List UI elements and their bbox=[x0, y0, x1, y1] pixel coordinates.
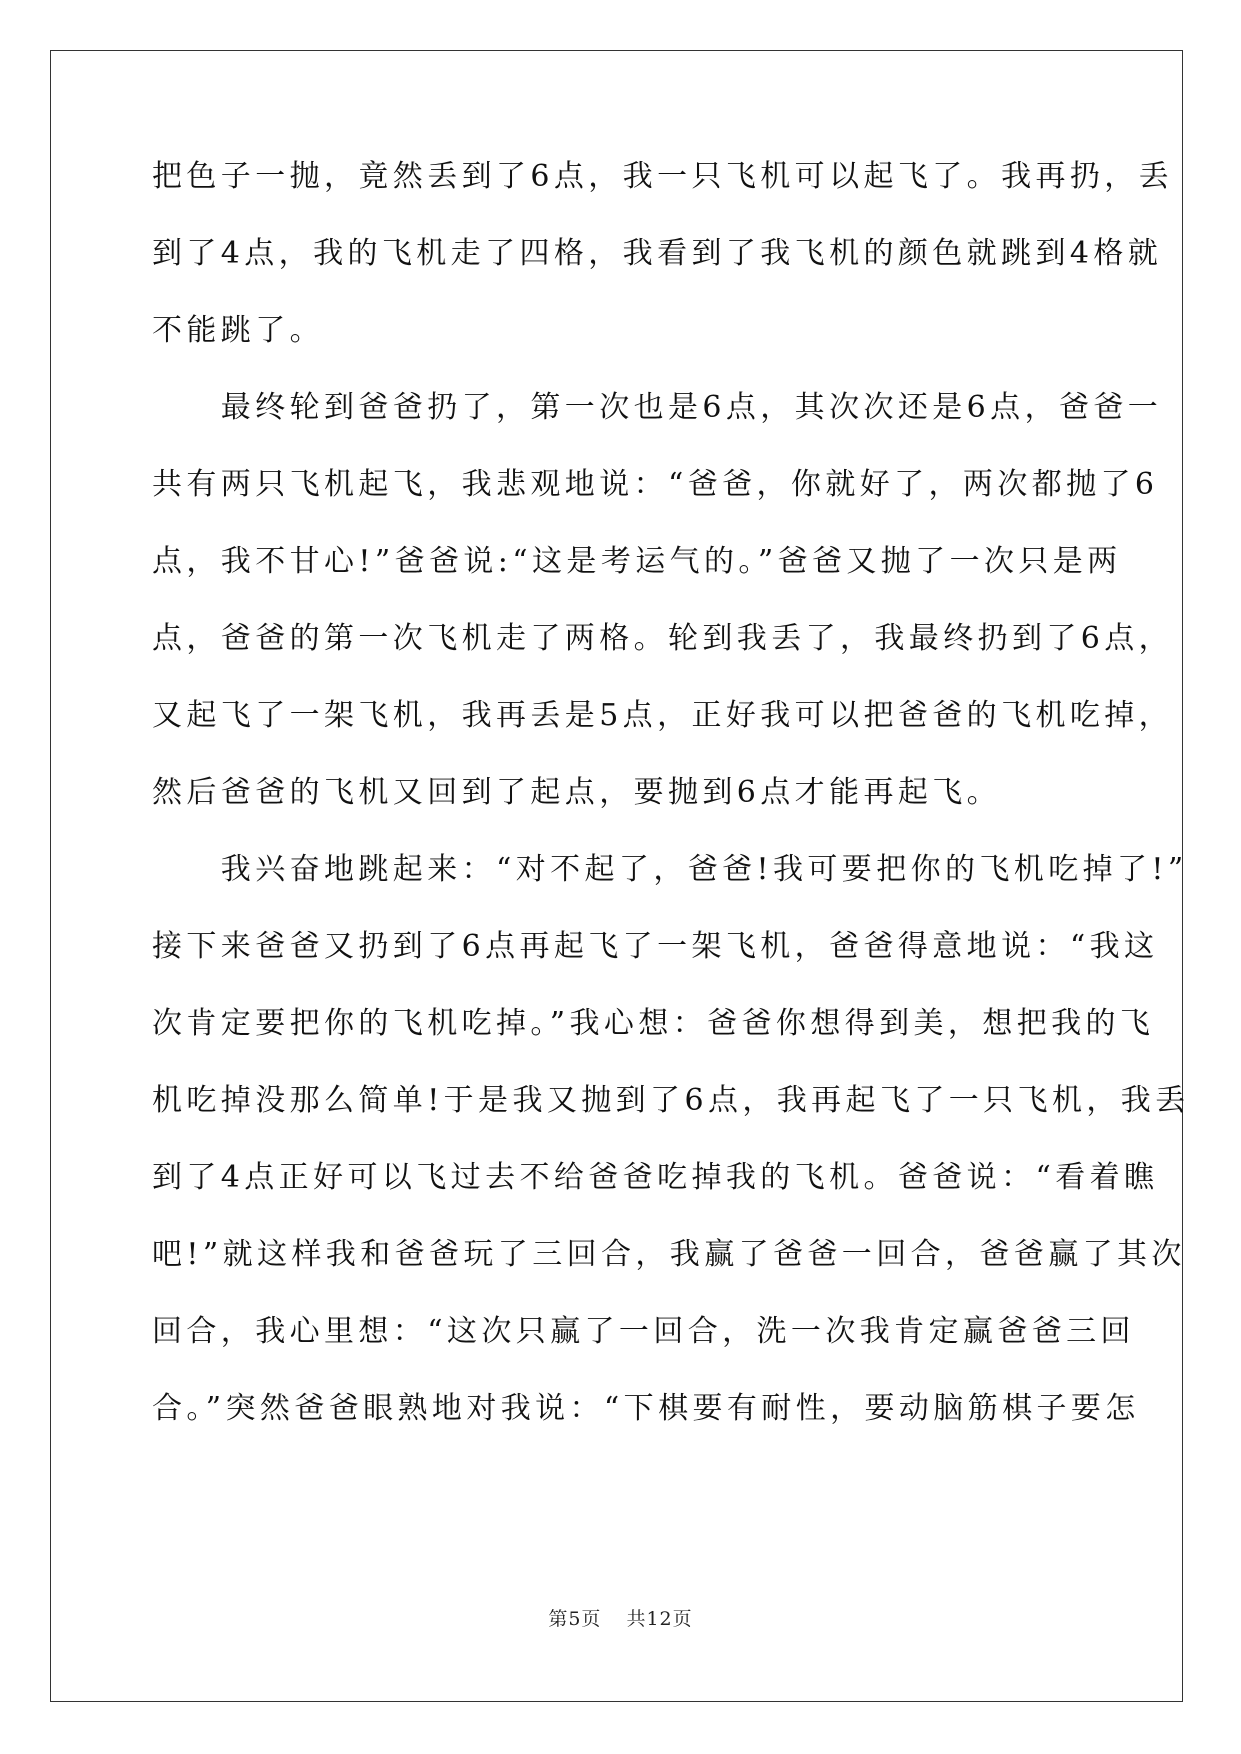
page-footer bbox=[0, 1604, 1241, 1631]
text-line: 到了4点，我的飞机走了四格，我看到了我飞机的颜色就跳到4格就 bbox=[152, 236, 1163, 271]
page-total: 共12页 bbox=[626, 1608, 693, 1630]
text-line: 不能跳了。 bbox=[152, 313, 324, 348]
text-line: 最终轮到爸爸扔了，第一次也是6点，其次次还是6点，爸爸一 bbox=[152, 390, 1163, 425]
text-line: 点，爸爸的第一次飞机走了两格。轮到我丢了，我最终扔到了6点， bbox=[152, 621, 1174, 656]
text-line: 吧!”就这样我和爸爸玩了三回合，我赢了爸爸一回合，爸爸赢了其次 bbox=[152, 1237, 1186, 1272]
text-line: 共有两只飞机起飞，我悲观地说：“爸爸，你就好了，两次都抛了6 bbox=[152, 467, 1159, 502]
text-line: 把色子一抛，竟然丢到了6点，我一只飞机可以起飞了。我再扔，丢 bbox=[152, 159, 1174, 194]
text-line: 机吃掉没那么简单!于是我又抛到了6点，我再起飞了一只飞机，我丢 bbox=[152, 1083, 1190, 1118]
text-line: 回合，我心里想：“这次只赢了一回合，洗一次我肯定赢爸爸三回 bbox=[152, 1314, 1135, 1349]
text-line: 合。”突然爸爸眼熟地对我说：“下棋要有耐性，要动脑筋棋子要怎 bbox=[152, 1391, 1140, 1426]
text-line: 次肯定要把你的飞机吃掉。”我心想：爸爸你想得到美，想把我的飞 bbox=[152, 1006, 1155, 1041]
text-line: 到了4点正好可以飞过去不给爸爸吃掉我的飞机。爸爸说：“看着瞧 bbox=[152, 1160, 1159, 1195]
text-line: 点，我不甘心!”爸爸说:“这是考运气的。”爸爸又抛了一次只是两 bbox=[152, 544, 1122, 579]
text-line: 接下来爸爸又扔到了6点再起飞了一架飞机，爸爸得意地说：“我这 bbox=[152, 929, 1159, 964]
page-number: 第5页 bbox=[548, 1608, 602, 1630]
text-line: 又起飞了一架飞机，我再丢是5点，正好我可以把爸爸的飞机吃掉， bbox=[152, 698, 1174, 733]
text-line: 我兴奋地跳起来：“对不起了，爸爸!我可要把你的飞机吃掉了!” bbox=[152, 852, 1188, 887]
text-line: 然后爸爸的飞机又回到了起点，要抛到6点才能再起飞。 bbox=[152, 775, 1002, 810]
document-body bbox=[152, 158, 1190, 1467]
